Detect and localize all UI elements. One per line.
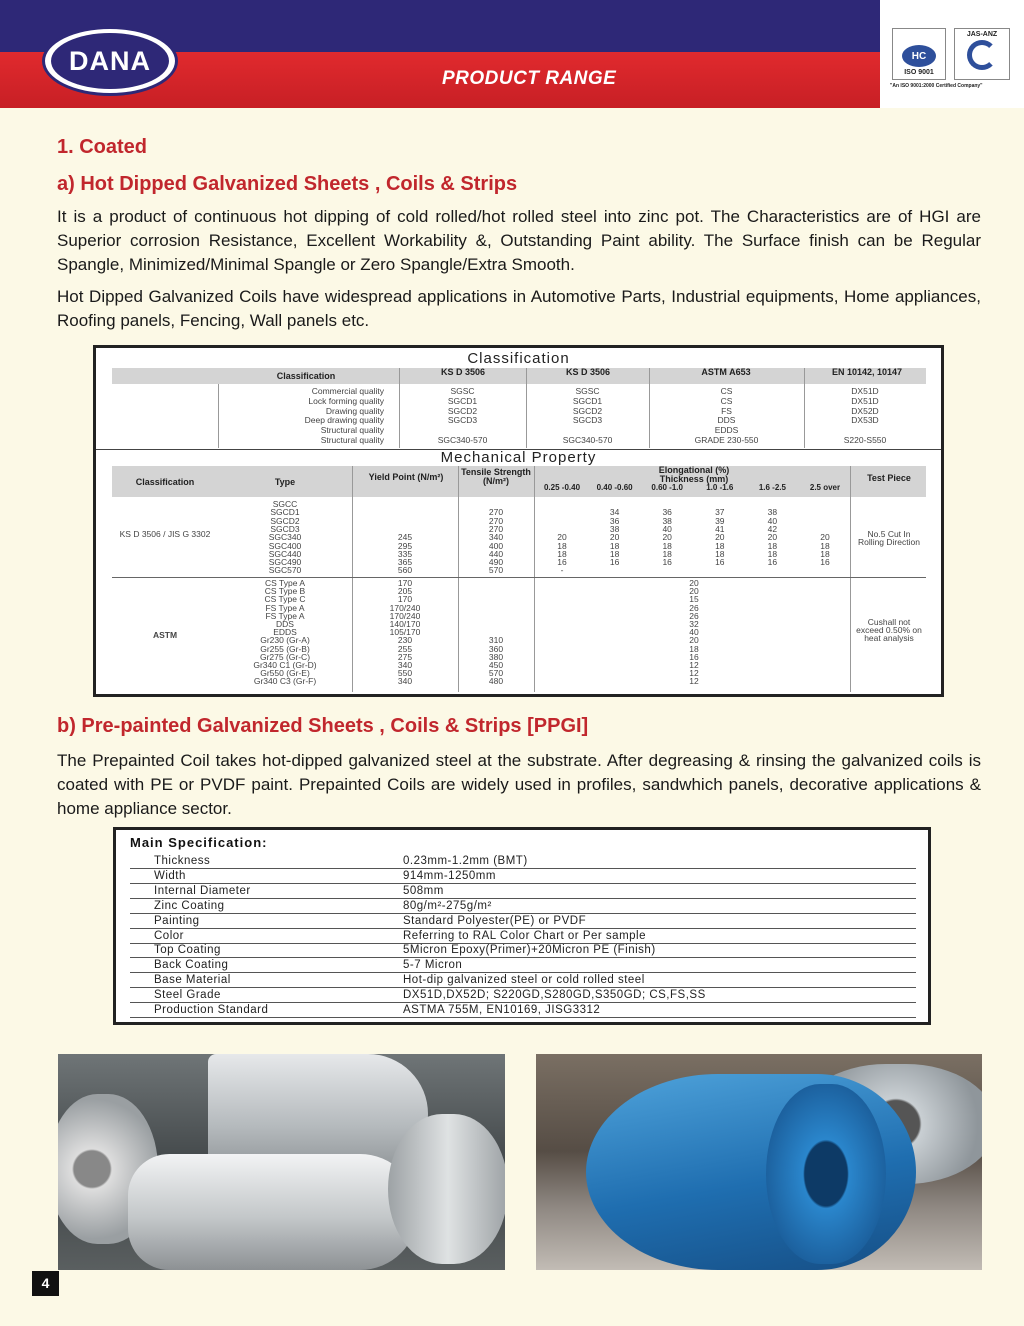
mechanical-title: Mechanical Property xyxy=(440,449,597,466)
thickness-col-header: 0.40 -0.60 xyxy=(596,483,633,492)
astm-value-cell: 20 xyxy=(689,578,699,588)
spec-label: Steel Grade xyxy=(154,989,221,1002)
spec-label: Top Coating xyxy=(154,944,221,957)
spec-label: Zinc Coating xyxy=(154,899,225,912)
classification-quality-label: Deep drawing quality xyxy=(304,415,384,426)
ks-type-cell: SGCC xyxy=(272,499,298,509)
ks-value-cell: 400 xyxy=(488,540,504,551)
ks-type-cell: SGCD1 xyxy=(270,507,300,518)
astm-type-cell: FS Type A xyxy=(265,602,305,613)
cert-caption: "An ISO 9001:2000 Certified Company" xyxy=(890,83,983,89)
spec-row xyxy=(130,973,916,988)
astm-value-cell: 255 xyxy=(397,643,413,654)
spec-row xyxy=(130,899,916,914)
spec-row xyxy=(130,914,916,929)
astm-type-cell: DDS xyxy=(276,619,294,629)
astm-value-cell: 170/240 xyxy=(389,610,421,621)
astm-type-cell: Gr550 (Gr-E) xyxy=(260,668,310,679)
ks-type-cell: SGCD2 xyxy=(270,515,300,526)
astm-type-cell: CS Type B xyxy=(264,586,306,597)
dana-logo xyxy=(42,26,178,96)
astm-group-label: ASTM xyxy=(152,630,178,640)
ks-value-cell: 16 xyxy=(662,557,672,568)
ks-value-cell: 18 xyxy=(715,540,725,551)
paragraph-hgi-description: It is a product of continuous hot dipping of cold rolled/hot rolled steel into zinc pot. The Characteristics are of HGI are Superior corrosion Resistance, Excellent Workability &, Outstanding Paint ability. The Surface finish can be Regular Spangle, Minimized/Minimal Spangle or Zero Spangle/Extra Smooth. xyxy=(57,207,981,274)
globe-icon: HC xyxy=(902,45,936,67)
astm-value-cell: 360 xyxy=(488,643,504,654)
astm-value-cell: 480 xyxy=(488,676,504,687)
classification-cell: DX51D xyxy=(851,395,879,406)
classification-quality-label: Commercial quality xyxy=(311,386,384,396)
ks-value-cell: 18 xyxy=(767,540,778,551)
astm-value-cell: 380 xyxy=(488,651,504,662)
classification-col-header: EN 10142, 10147 xyxy=(831,367,903,377)
astm-value-cell: 550 xyxy=(397,668,413,679)
classification-cell: FS xyxy=(721,405,732,416)
classification-cell: EDDS xyxy=(714,425,739,436)
astm-value-cell: 18 xyxy=(689,643,699,654)
spec-value: 914mm-1250mm xyxy=(403,869,496,882)
mech-col-tensile: Tensile Strength (N/m²) xyxy=(461,467,531,486)
astm-value-cell: 12 xyxy=(689,668,699,679)
main-specification-box xyxy=(113,827,931,1025)
jas-anz-label: JAS-ANZ xyxy=(966,31,998,38)
ks-value-cell: 20 xyxy=(767,532,778,543)
classification-cell: DX51D xyxy=(851,386,879,396)
table-divider xyxy=(112,577,926,578)
iso-cert-badge xyxy=(892,28,946,80)
classification-cell: DDS xyxy=(717,415,736,426)
ks-value-cell: - xyxy=(560,565,564,576)
spec-row xyxy=(130,1003,916,1018)
thickness-col-header: 1.6 -2.5 xyxy=(758,483,786,492)
classification-cell: S220-S550 xyxy=(843,435,887,445)
spec-label: Painting xyxy=(154,914,200,927)
classification-cell: SGCD1 xyxy=(572,395,603,406)
mech-col-test-piece: Test Piece xyxy=(867,473,911,483)
spec-label: Base Material xyxy=(154,974,231,987)
astm-value-cell: 16 xyxy=(689,651,699,662)
classification-cell: SGCD3 xyxy=(447,415,478,426)
spec-value: 80g/m²-275g/m² xyxy=(403,899,492,912)
prepainted-coil-photo xyxy=(536,1054,982,1270)
jas-anz-icon xyxy=(967,40,997,70)
astm-value-cell: 26 xyxy=(689,602,699,613)
mech-col-classification: Classification xyxy=(135,477,195,487)
astm-type-cell: Gr255 (Gr-B) xyxy=(260,643,310,654)
ks-value-cell: 38 xyxy=(767,507,778,518)
astm-type-cell: CS Type C xyxy=(264,594,306,605)
classification-cell: SGSC xyxy=(575,386,600,396)
ks-value-cell: 40 xyxy=(662,523,672,534)
spec-row xyxy=(130,854,916,869)
ks-value-cell: 18 xyxy=(662,540,672,551)
astm-value-cell: 170/240 xyxy=(389,602,421,613)
ks-value-cell: 36 xyxy=(662,507,672,518)
spec-value: 5-7 Micron xyxy=(403,959,463,972)
classification-cell: SGC340-570 xyxy=(437,435,488,445)
ks-value-cell: 270 xyxy=(488,507,504,518)
classification-col-header: KS D 3506 xyxy=(440,367,486,377)
classification-col-header: ASTM A653 xyxy=(701,367,751,377)
ks-value-cell: 41 xyxy=(715,523,725,534)
ks-value-cell: 38 xyxy=(662,515,672,526)
classification-col-header: KS D 3506 xyxy=(565,367,611,377)
ks-value-cell: 245 xyxy=(397,532,413,543)
astm-value-cell: 170 xyxy=(397,578,413,588)
astm-value-cell: 170 xyxy=(397,594,413,605)
astm-type-cell: Gr340 C3 (Gr-F) xyxy=(253,676,317,687)
astm-type-cell: EDDS xyxy=(273,627,297,638)
spec-value: Standard Polyester(PE) or PVDF xyxy=(403,914,587,927)
ks-value-cell: 295 xyxy=(397,540,413,551)
thickness-col-header: 1.0 -1.6 xyxy=(706,483,734,492)
classification-quality-label: Structural quality xyxy=(320,425,384,436)
ks-value-cell: 18 xyxy=(609,548,620,559)
mech-col-thickness: Thickness (mm) xyxy=(659,474,729,484)
galvanized-coils-photo xyxy=(58,1054,505,1270)
astm-value-cell: 310 xyxy=(488,635,504,646)
ks-value-cell: 490 xyxy=(488,557,504,568)
ks-value-cell: 340 xyxy=(488,532,504,543)
ks-value-cell: 20 xyxy=(557,532,567,543)
spec-label: Production Standard xyxy=(154,1004,269,1016)
ks-value-cell: 34 xyxy=(609,507,620,518)
astm-value-cell: 275 xyxy=(397,651,413,662)
logo-text: DANA xyxy=(51,33,169,89)
classification-cell: SGCD3 xyxy=(572,415,603,426)
paragraph-hgi-applications: Hot Dipped Galvanized Coils have widespread applications in Automotive Parts, Industrial equipments, Home appliances, Roofing panels, Fencing, Wall panels etc. xyxy=(57,287,981,330)
ks-value-cell: 39 xyxy=(715,515,725,526)
ks-value-cell: 20 xyxy=(820,532,830,543)
spec-label: Width xyxy=(154,869,186,882)
classification-table-box xyxy=(93,345,944,697)
ks-type-cell: SGC490 xyxy=(268,557,302,568)
ks-value-cell: 16 xyxy=(767,557,778,568)
iso-label: ISO 9001 xyxy=(904,69,934,76)
classification-cell: GRADE 230-550 xyxy=(694,435,759,445)
astm-type-cell: FS Type A xyxy=(265,610,305,621)
jas-anz-badge xyxy=(954,28,1010,80)
ks-group-label: KS D 3506 / JIS G 3302 xyxy=(119,529,211,539)
ks-value-cell: 16 xyxy=(820,557,830,568)
astm-value-cell: 570 xyxy=(488,668,504,679)
ks-value-cell: 16 xyxy=(609,557,620,568)
classification-quality-label: Drawing quality xyxy=(325,405,384,416)
classification-cell: SGCD2 xyxy=(447,405,478,416)
thickness-col-header: 0.25 -0.40 xyxy=(543,483,581,492)
astm-value-cell: 32 xyxy=(689,619,699,629)
spec-row xyxy=(130,884,916,899)
astm-value-cell: 20 xyxy=(689,635,699,646)
classification-cell: SGCD1 xyxy=(447,395,478,406)
ks-value-cell: 335 xyxy=(397,548,413,559)
ks-value-cell: 20 xyxy=(609,532,620,543)
page-header xyxy=(0,0,1024,108)
thickness-col-header: 0.60 -1.0 xyxy=(651,483,683,492)
spec-row xyxy=(130,958,916,973)
classification-cell: SGC340-570 xyxy=(562,435,613,445)
spec-label: Back Coating xyxy=(154,959,229,972)
astm-value-cell: 340 xyxy=(397,676,413,687)
spec-value: DX51D,DX52D; S220GD,S280GD,S350GD; CS,FS,SS xyxy=(403,989,706,1002)
ks-value-cell: 18 xyxy=(767,548,778,559)
ks-value-cell: 18 xyxy=(609,540,620,551)
spec-label: Thickness xyxy=(154,855,211,867)
classification-cell: SGCD2 xyxy=(572,405,603,416)
table-divider xyxy=(534,466,535,692)
ks-type-cell: SGC440 xyxy=(268,548,302,559)
astm-type-cell: Gr340 C1 (Gr-D) xyxy=(253,660,317,670)
astm-type-cell: CS Type A xyxy=(264,578,305,588)
subsection-heading-a: a) Hot Dipped Galvanized Sheets , Coils & Strips xyxy=(57,173,518,195)
spec-value: Referring to RAL Color Chart or Per sample xyxy=(403,929,646,942)
astm-test-note: Cushall not exceed 0.50% on heat analysis xyxy=(856,617,922,643)
ks-value-cell: 16 xyxy=(715,557,725,568)
spec-row xyxy=(130,988,916,1003)
ks-value-cell: 16 xyxy=(557,557,567,568)
classification-col-label: Classification xyxy=(276,371,336,381)
ks-value-cell: 560 xyxy=(397,565,413,576)
astm-value-cell: 340 xyxy=(397,660,413,670)
page-title: PRODUCT RANGE xyxy=(442,68,617,89)
mech-col-yield: Yield Point (N/m²) xyxy=(368,472,444,482)
astm-value-cell: 40 xyxy=(689,627,699,638)
spec-value: 0.23mm-1.2mm (BMT) xyxy=(403,855,528,867)
ks-value-cell: 365 xyxy=(397,557,413,568)
ks-value-cell: 18 xyxy=(715,548,725,559)
astm-value-cell: 12 xyxy=(689,660,699,670)
spec-row xyxy=(130,929,916,944)
ks-test-note: No.5 Cut In Rolling Direction xyxy=(858,529,920,547)
ks-value-cell: 37 xyxy=(715,507,725,518)
section-heading: 1. Coated xyxy=(57,136,148,158)
astm-value-cell: 140/170 xyxy=(389,619,421,629)
classification-quality-label: Structural quality xyxy=(320,435,384,445)
astm-value-cell: 15 xyxy=(689,594,699,605)
ks-value-cell: 440 xyxy=(488,548,504,559)
astm-type-cell: Gr275 (Gr-C) xyxy=(259,651,311,662)
classification-title: Classification xyxy=(467,350,570,367)
ks-value-cell: 18 xyxy=(820,540,830,551)
ks-value-cell: 18 xyxy=(557,548,567,559)
spec-value: Hot-dip galvanized steel or cold rolled steel xyxy=(403,974,645,987)
spec-title: Main Specification: xyxy=(130,835,268,850)
astm-value-cell: 450 xyxy=(488,660,504,670)
mech-col-type: Type xyxy=(274,477,296,487)
spec-value: ASTMA 755M, EN10169, JISG3312 xyxy=(403,1004,601,1016)
ks-value-cell: 18 xyxy=(557,540,567,551)
ks-type-cell: SGC340 xyxy=(268,532,302,543)
ks-type-cell: SGCD3 xyxy=(270,523,300,534)
mech-col-elongation: Elongational (%) xyxy=(658,465,730,475)
classification-quality-label: Lock forming quality xyxy=(308,395,384,406)
ks-value-cell: 570 xyxy=(488,565,504,576)
ks-value-cell: 38 xyxy=(609,523,620,534)
ks-value-cell: 18 xyxy=(820,548,830,559)
paragraph-ppgi-description: The Prepainted Coil takes hot-dipped galvanized steel at the substrate. After degreasing & rinsing the galvanized coils is coated with PE or PVDF paint. Prepainted Coils are widely used in profiles, sandwhich panels, decorative applications & home appliance sector. xyxy=(57,751,981,818)
ks-value-cell: 18 xyxy=(662,548,672,559)
spec-label: Internal Diameter xyxy=(154,884,251,897)
astm-value-cell: 20 xyxy=(689,586,699,597)
classification-cell: CS xyxy=(720,395,733,406)
classification-cell: SGSC xyxy=(450,386,475,396)
ks-value-cell: 36 xyxy=(609,515,620,526)
ks-value-cell: 20 xyxy=(662,532,672,543)
page-number: 4 xyxy=(32,1271,59,1296)
subsection-heading-b: b) Pre-painted Galvanized Sheets , Coils & Strips [PPGI] xyxy=(57,715,589,737)
spec-label: Color xyxy=(154,929,184,942)
spec-value: 508mm xyxy=(403,884,444,897)
ks-type-cell: SGC400 xyxy=(268,540,302,551)
ks-type-cell: SGC570 xyxy=(268,565,302,576)
classification-cell: DX52D xyxy=(851,405,879,416)
astm-value-cell: 230 xyxy=(397,635,413,646)
astm-value-cell: 105/170 xyxy=(389,627,421,638)
spec-row xyxy=(130,869,916,884)
ks-value-cell: 20 xyxy=(715,532,725,543)
ks-value-cell: 42 xyxy=(767,523,778,534)
ks-value-cell: 270 xyxy=(488,515,504,526)
spec-value: 5Micron Epoxy(Primer)+20Micron PE (Finish) xyxy=(403,944,656,957)
classification-cell: DX53D xyxy=(851,415,879,426)
astm-value-cell: 205 xyxy=(397,586,413,597)
astm-value-cell: 26 xyxy=(689,610,699,621)
classification-cell: CS xyxy=(720,386,733,396)
ks-value-cell: 270 xyxy=(488,523,504,534)
ks-value-cell: 40 xyxy=(767,515,778,526)
thickness-col-header: 2.5 over xyxy=(809,483,841,492)
astm-type-cell: Gr230 (Gr-A) xyxy=(260,635,310,646)
astm-value-cell: 12 xyxy=(689,676,699,687)
spec-row xyxy=(130,943,916,958)
